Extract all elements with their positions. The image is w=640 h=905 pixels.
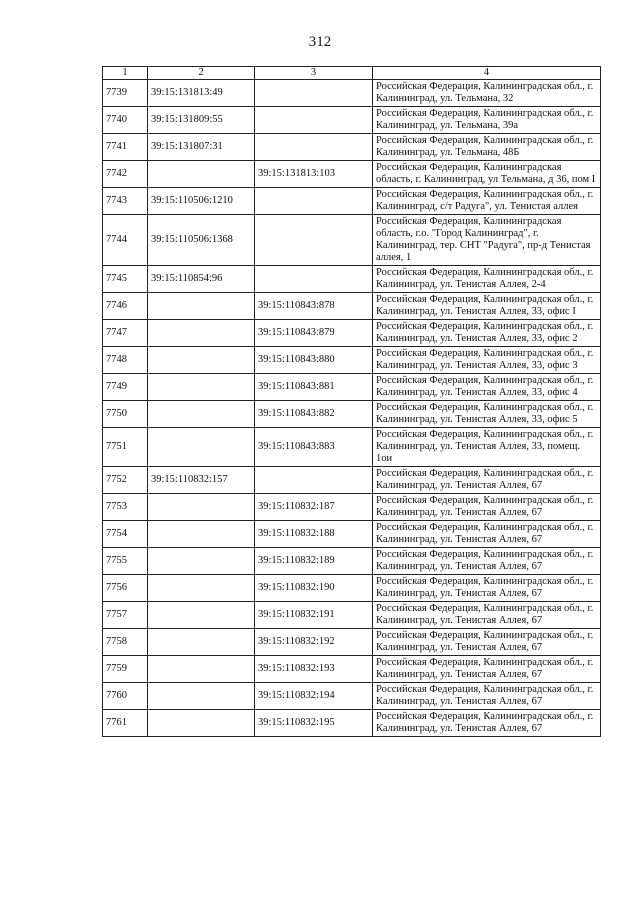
- row-number-cell: 7761: [103, 710, 148, 737]
- table-row: [103, 401, 601, 428]
- table-body: [103, 80, 601, 737]
- address-cell: Российская Федерация, Калининградская обл., г. Калининград, с/т Радуга", ул. Тенистая аллея: [373, 188, 601, 215]
- table-row: [103, 188, 601, 215]
- row-number-cell: 7759: [103, 656, 148, 683]
- row-number-cell: 7752: [103, 467, 148, 494]
- building-number-cell: 39:15:110843:880: [255, 347, 373, 374]
- row-number-cell: 7757: [103, 602, 148, 629]
- table-row: [103, 266, 601, 293]
- cadastral-number-cell: 39:15:131813:49: [148, 80, 255, 107]
- address-cell: Российская Федерация, Калининградская обл., г. Калининград, ул. Тенистая Аллея, 67: [373, 494, 601, 521]
- address-cell: Российская Федерация, Калининградская обл., г. Калининград, ул. Тенистая Аллея, 67: [373, 656, 601, 683]
- header-cell-3: 3: [255, 67, 373, 80]
- address-cell: Российская Федерация, Калининградская обл., г. Калининград, ул. Тенистая Аллея, 33, офис 4: [373, 374, 601, 401]
- address-cell: Российская Федерация, Калининградская обл., г. Калининград, ул. Тенистая Аллея, 33, офис I: [373, 293, 601, 320]
- cadastral-number-cell: [148, 374, 255, 401]
- header-row: [103, 67, 601, 80]
- table-row: [103, 602, 601, 629]
- address-cell: Российская Федерация, Калининградская обл., г. Калининград, ул. Тенистая Аллея, 67: [373, 710, 601, 737]
- address-cell: Российская Федерация, Калининградская обл., г. Калининград, ул. Тенистая Аллея, 33, офис 3: [373, 347, 601, 374]
- address-cell: Российская Федерация, Калининградская обл., г. Калининград, ул. Тенистая Аллея, 2-4: [373, 266, 601, 293]
- table-row: [103, 467, 601, 494]
- building-number-cell: 39:15:110832:195: [255, 710, 373, 737]
- row-number-cell: 7749: [103, 374, 148, 401]
- cadastral-number-cell: [148, 347, 255, 374]
- address-cell: Российская Федерация, Калининградская обл., г. Калининград, ул. Тенистая Аллея, 33, офис 2: [373, 320, 601, 347]
- row-number-cell: 7744: [103, 215, 148, 266]
- cadastral-number-cell: [148, 575, 255, 602]
- cadastral-number-cell: [148, 548, 255, 575]
- row-number-cell: 7750: [103, 401, 148, 428]
- building-number-cell: [255, 107, 373, 134]
- table-row: [103, 494, 601, 521]
- row-number-cell: 7746: [103, 293, 148, 320]
- building-number-cell: 39:15:110832:191: [255, 602, 373, 629]
- cadastral-number-cell: [148, 521, 255, 548]
- address-cell: Российская Федерация, Калининградская обл., г. Калининград, ул. Тенистая Аллея, 67: [373, 467, 601, 494]
- address-cell: Российская Федерация, Калининградская обл., г. Калининград, ул. Тельмана, 48Б: [373, 134, 601, 161]
- cadastral-number-cell: 39:15:110506:1368: [148, 215, 255, 266]
- cadastral-number-cell: [148, 602, 255, 629]
- building-number-cell: 39:15:110832:189: [255, 548, 373, 575]
- row-number-cell: 7742: [103, 161, 148, 188]
- table-row: [103, 347, 601, 374]
- page-number: 312: [308, 34, 332, 50]
- address-cell: Российская Федерация, Калининградская область, г.о. "Город Калининград", г. Калининград, тер. СНТ "Радуга", пр-д Тенистая аллея, 1: [373, 215, 601, 266]
- cadastral-number-cell: 39:15:131809:55: [148, 107, 255, 134]
- table-row: [103, 548, 601, 575]
- building-number-cell: 39:15:110843:881: [255, 374, 373, 401]
- building-number-cell: 39:15:110832:187: [255, 494, 373, 521]
- building-number-cell: [255, 134, 373, 161]
- building-number-cell: 39:15:110832:194: [255, 683, 373, 710]
- header-cell-4: 4: [373, 67, 601, 80]
- cadastral-number-cell: 39:15:131807:31: [148, 134, 255, 161]
- registry-table: [102, 66, 601, 737]
- cadastral-number-cell: [148, 494, 255, 521]
- table-row: [103, 134, 601, 161]
- address-cell: Российская Федерация, Калининградская обл., г. Калининград, ул. Тенистая Аллея, 67: [373, 602, 601, 629]
- building-number-cell: 39:15:110832:193: [255, 656, 373, 683]
- address-cell: Российская Федерация, Калининградская область, г. Калининград, ул Тельмана, д 36, пом I: [373, 161, 601, 188]
- cadastral-number-cell: [148, 683, 255, 710]
- row-number-cell: 7753: [103, 494, 148, 521]
- row-number-cell: 7743: [103, 188, 148, 215]
- building-number-cell: 39:15:110832:188: [255, 521, 373, 548]
- building-number-cell: 39:15:110843:883: [255, 428, 373, 467]
- cadastral-number-cell: [148, 401, 255, 428]
- cadastral-number-cell: 39:15:110832:157: [148, 467, 255, 494]
- building-number-cell: [255, 188, 373, 215]
- row-number-cell: 7758: [103, 629, 148, 656]
- table-row: [103, 428, 601, 467]
- cadastral-number-cell: [148, 428, 255, 467]
- address-cell: Российская Федерация, Калининградская обл., г. Калининград, ул. Тенистая Аллея, 67: [373, 575, 601, 602]
- row-number-cell: 7760: [103, 683, 148, 710]
- row-number-cell: 7745: [103, 266, 148, 293]
- cadastral-number-cell: 39:15:110506:1210: [148, 188, 255, 215]
- table-row: [103, 374, 601, 401]
- row-number-cell: 7754: [103, 521, 148, 548]
- address-cell: Российская Федерация, Калининградская обл., г. Калининград, ул. Тенистая Аллея, 33, помещ. 1ои: [373, 428, 601, 467]
- row-number-cell: 7751: [103, 428, 148, 467]
- building-number-cell: [255, 215, 373, 266]
- table-row: [103, 683, 601, 710]
- address-cell: Российская Федерация, Калининградская обл., г. Калининград, ул. Тенистая Аллея, 67: [373, 629, 601, 656]
- address-cell: Российская Федерация, Калининградская обл., г. Калининград, ул. Тельмана, 39а: [373, 107, 601, 134]
- building-number-cell: [255, 467, 373, 494]
- row-number-cell: 7740: [103, 107, 148, 134]
- cadastral-number-cell: 39:15:110854:96: [148, 266, 255, 293]
- header-cell-2: 2: [148, 67, 255, 80]
- table-row: [103, 320, 601, 347]
- cadastral-number-cell: [148, 320, 255, 347]
- table-row: [103, 656, 601, 683]
- row-number-cell: 7741: [103, 134, 148, 161]
- address-cell: Российская Федерация, Калининградская обл., г. Калининград, ул. Тельмана, 32: [373, 80, 601, 107]
- cadastral-number-cell: [148, 293, 255, 320]
- cadastral-number-cell: [148, 710, 255, 737]
- cadastral-number-cell: [148, 656, 255, 683]
- building-number-cell: [255, 266, 373, 293]
- header-cell-1: 1: [103, 67, 148, 80]
- table-row: [103, 629, 601, 656]
- row-number-cell: 7755: [103, 548, 148, 575]
- table-row: [103, 161, 601, 188]
- address-cell: Российская Федерация, Калининградская обл., г. Калининград, ул. Тенистая Аллея, 67: [373, 683, 601, 710]
- building-number-cell: 39:15:110843:879: [255, 320, 373, 347]
- row-number-cell: 7739: [103, 80, 148, 107]
- table-row: [103, 107, 601, 134]
- address-cell: Российская Федерация, Калининградская обл., г. Калининград, ул. Тенистая Аллея, 67: [373, 548, 601, 575]
- table-row: [103, 80, 601, 107]
- row-number-cell: 7756: [103, 575, 148, 602]
- row-number-cell: 7747: [103, 320, 148, 347]
- building-number-cell: 39:15:110832:190: [255, 575, 373, 602]
- building-number-cell: [255, 80, 373, 107]
- building-number-cell: 39:15:110843:878: [255, 293, 373, 320]
- cadastral-number-cell: [148, 629, 255, 656]
- table-row: [103, 521, 601, 548]
- building-number-cell: 39:15:131813:103: [255, 161, 373, 188]
- building-number-cell: 39:15:110832:192: [255, 629, 373, 656]
- table-row: [103, 293, 601, 320]
- table-row: [103, 575, 601, 602]
- table-row: [103, 215, 601, 266]
- table-row: [103, 710, 601, 737]
- address-cell: Российская Федерация, Калининградская обл., г. Калининград, ул. Тенистая Аллея, 33, офис 5: [373, 401, 601, 428]
- cadastral-number-cell: [148, 161, 255, 188]
- building-number-cell: 39:15:110843:882: [255, 401, 373, 428]
- address-cell: Российская Федерация, Калининградская обл., г. Калининград, ул. Тенистая Аллея, 67: [373, 521, 601, 548]
- row-number-cell: 7748: [103, 347, 148, 374]
